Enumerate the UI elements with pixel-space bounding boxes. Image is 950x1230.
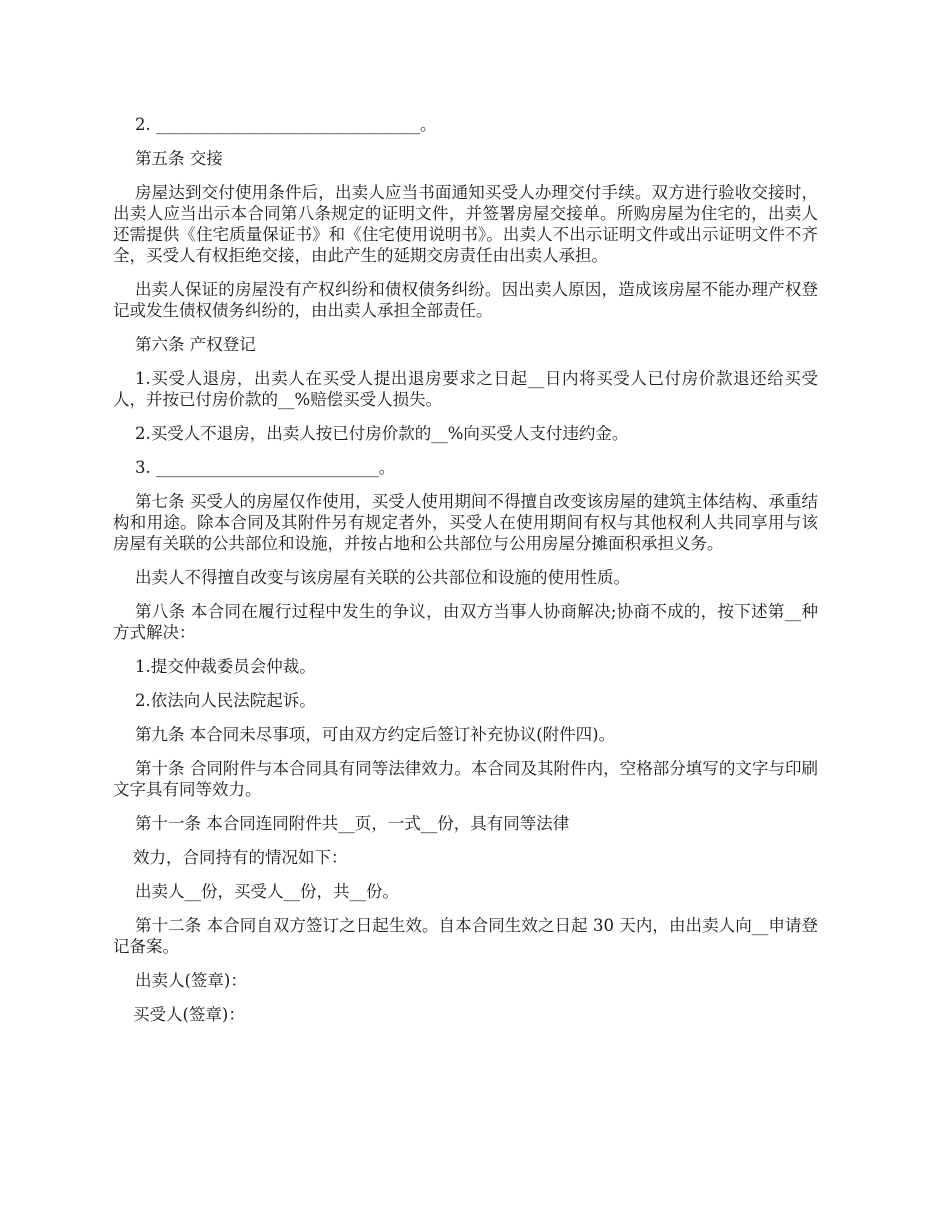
article-8-option-1: 1.提交仲裁委员会仲裁。 — [135, 657, 316, 676]
article-12-text: 第十二条 本合同自双方签订之日起生效。自本合同生效之日起 30 天内，由出卖人向__申请登记备案。 — [113, 916, 818, 956]
article-9-text: 第九条 本合同未尽事项，可由双方约定后签订补充协议(附件四)。 — [135, 725, 616, 744]
article-10-text: 第十条 合同附件与本合同具有同等法律效力。本合同及其附件内，空格部分填写的文字与印刷文字具有同等效力。 — [113, 759, 818, 799]
seller-signature-line: 出卖人(签章)： — [135, 971, 247, 990]
article-7-text: 第七条 买受人的房屋仅作使用，买受人使用期间不得擅自改变该房屋的建筑主体结构、承重结构和用途。除本合同及其附件另有规定者外，买受人在使用期间有权与其他权利人共同享用与该房屋有关联的公共部位和设施，并按占地和公共部位与公用房屋分摊面积承担义务。 — [113, 492, 818, 553]
article-6-item-1: 1.买受人退房，出卖人在买受人提出退房要求之日起__日内将买受人已付房价款退还给买受人，并按已付房价款的__%赔偿买受人损失。 — [113, 369, 818, 409]
paragraph-item-2-blank: 2. ________________________________。 — [135, 115, 437, 134]
article-8-text: 第八条 本合同在履行过程中发生的争议，由双方当事人协商解决;协商不成的，按下述第__种方式解决： — [113, 602, 818, 642]
article-11-text: 第十一条 本合同连同附件共__页，一式__份，具有同等法律 — [135, 814, 570, 833]
article-11-copies: 出卖人__份，买受人__份，共__份。 — [135, 882, 399, 901]
article-7-seller-restriction: 出卖人不得擅自改变与该房屋有关联的公共部位和设施的使用性质。 — [135, 568, 630, 587]
article-5-heading: 第五条 交接 — [135, 149, 223, 168]
article-6-item-2: 2.买受人不退房，出卖人按已付房价款的__%向买受人支付违约金。 — [135, 424, 629, 443]
article-5-seller-guarantee: 出卖人保证的房屋没有产权纠纷和债权债务纠纷。因出卖人原因，造成该房屋不能办理产权登记或发生债权债务纠纷的，由出卖人承担全部责任。 — [113, 280, 818, 320]
article-5-handover-text: 房屋达到交付使用条件后，出卖人应当书面通知买受人办理交付手续。双方进行验收交接时，出卖人应当出示本合同第八条规定的证明文件，并签署房屋交接单。所购房屋为住宅的，出卖人还需提供《住宅质量保证书》和《住宅使用说明书》。出卖人不出示证明文件或出示证明文件不齐全，买受人有权拒绝交接，由此产生的延期交房责任由出卖人承担。 — [113, 183, 818, 265]
article-6-heading: 第六条 产权登记 — [135, 335, 256, 354]
article-8-option-2: 2.依法向人民法院起诉。 — [135, 691, 316, 710]
article-11-continuation: 效力，合同持有的情况如下： — [133, 848, 348, 867]
article-6-item-3: 3. ___________________________。 — [135, 458, 396, 477]
buyer-signature-line: 买受人(签章)： — [133, 1005, 245, 1024]
